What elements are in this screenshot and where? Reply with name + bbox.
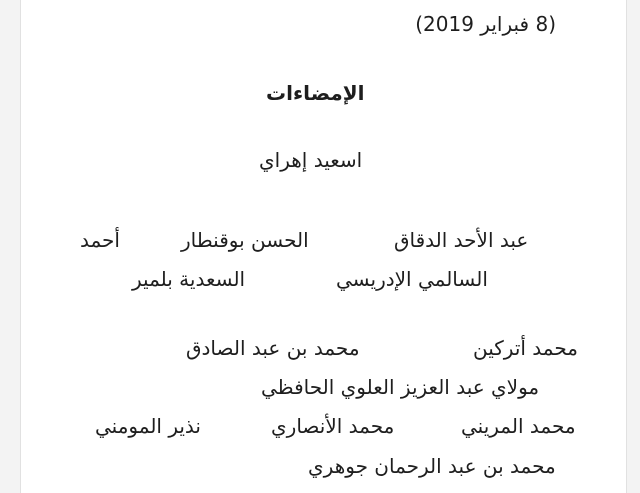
signatory-name: محمد بن عبد الصادق — [186, 336, 360, 360]
signatory-name: محمد الأنصاري — [271, 414, 395, 438]
signatures-heading: الإمضاءات — [266, 81, 365, 105]
signatory-name: أحمد — [80, 228, 120, 252]
signatory-name: مولاي عبد العزيز العلوي الحافظي — [261, 375, 540, 399]
document-page — [21, 0, 626, 493]
left-margin-strip — [0, 0, 21, 493]
date-line: (8 فبراير 2019) — [415, 12, 556, 36]
right-margin-strip — [626, 0, 640, 493]
signatory-name: محمد بن عبد الرحمان جوهري — [308, 454, 556, 478]
signatory-name: نذير المومني — [95, 414, 201, 438]
signatory-name: محمد المريني — [461, 414, 576, 438]
signatory-name: الحسن بوقنطار — [181, 228, 309, 252]
signatory-name: محمد أتركين — [473, 336, 578, 360]
lead-signatory: اسعيد إهراي — [259, 148, 363, 172]
signatory-name: السعدية بلمير — [132, 267, 246, 291]
signatory-name: السالمي الإدريسي — [336, 267, 488, 291]
signatory-name: عبد الأحد الدقاق — [394, 228, 529, 252]
